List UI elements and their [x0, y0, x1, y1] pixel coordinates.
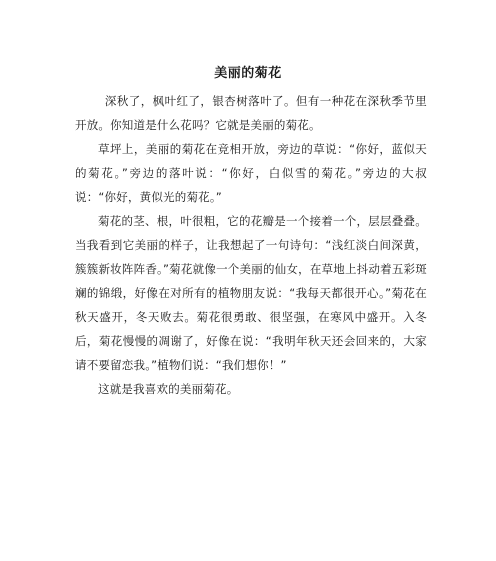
- document-body: [75, 89, 427, 401]
- document-title: 美丽的菊花: [214, 66, 282, 81]
- paragraph-1: 深秋了，枫叶红了，银杏树落叶了。但有一种花在深秋季节里开放。你知道是什么花吗？它就是美丽的菊花。: [75, 94, 427, 132]
- paragraph-3: 菊花的茎、根，叶很粗，它的花瓣是一个接着一个，层层叠叠。当我看到它美丽的样子，让我想起了一句诗句：“浅红淡白间深黄，簇簇新妆阵阵香。”菊花就像一个美丽的仙女，在草地上抖动着五彩斑斓的锦缎，好像在对所有的植物朋友说：“我每天都很开心。”菊花在秋天盛开，冬天败去。菊花很勇敢、很坚强，在寒风中盛开。入冬后，菊花慢慢的凋谢了，好像在说：“我明年秋天还会回来的，大家请不要留恋我。”植物们说：“我们想你！”: [75, 214, 427, 372]
- paragraph-2: 草坪上，美丽的菊花在竞相开放，旁边的草说：“你好，蓝似天的菊花。”旁边的落叶说：“你好，白似雪的菊花。”旁边的大叔说：“你好，黄似光的菊花。”: [75, 142, 427, 204]
- paragraph-4: 这就是我喜欢的美丽菊花。: [98, 382, 239, 396]
